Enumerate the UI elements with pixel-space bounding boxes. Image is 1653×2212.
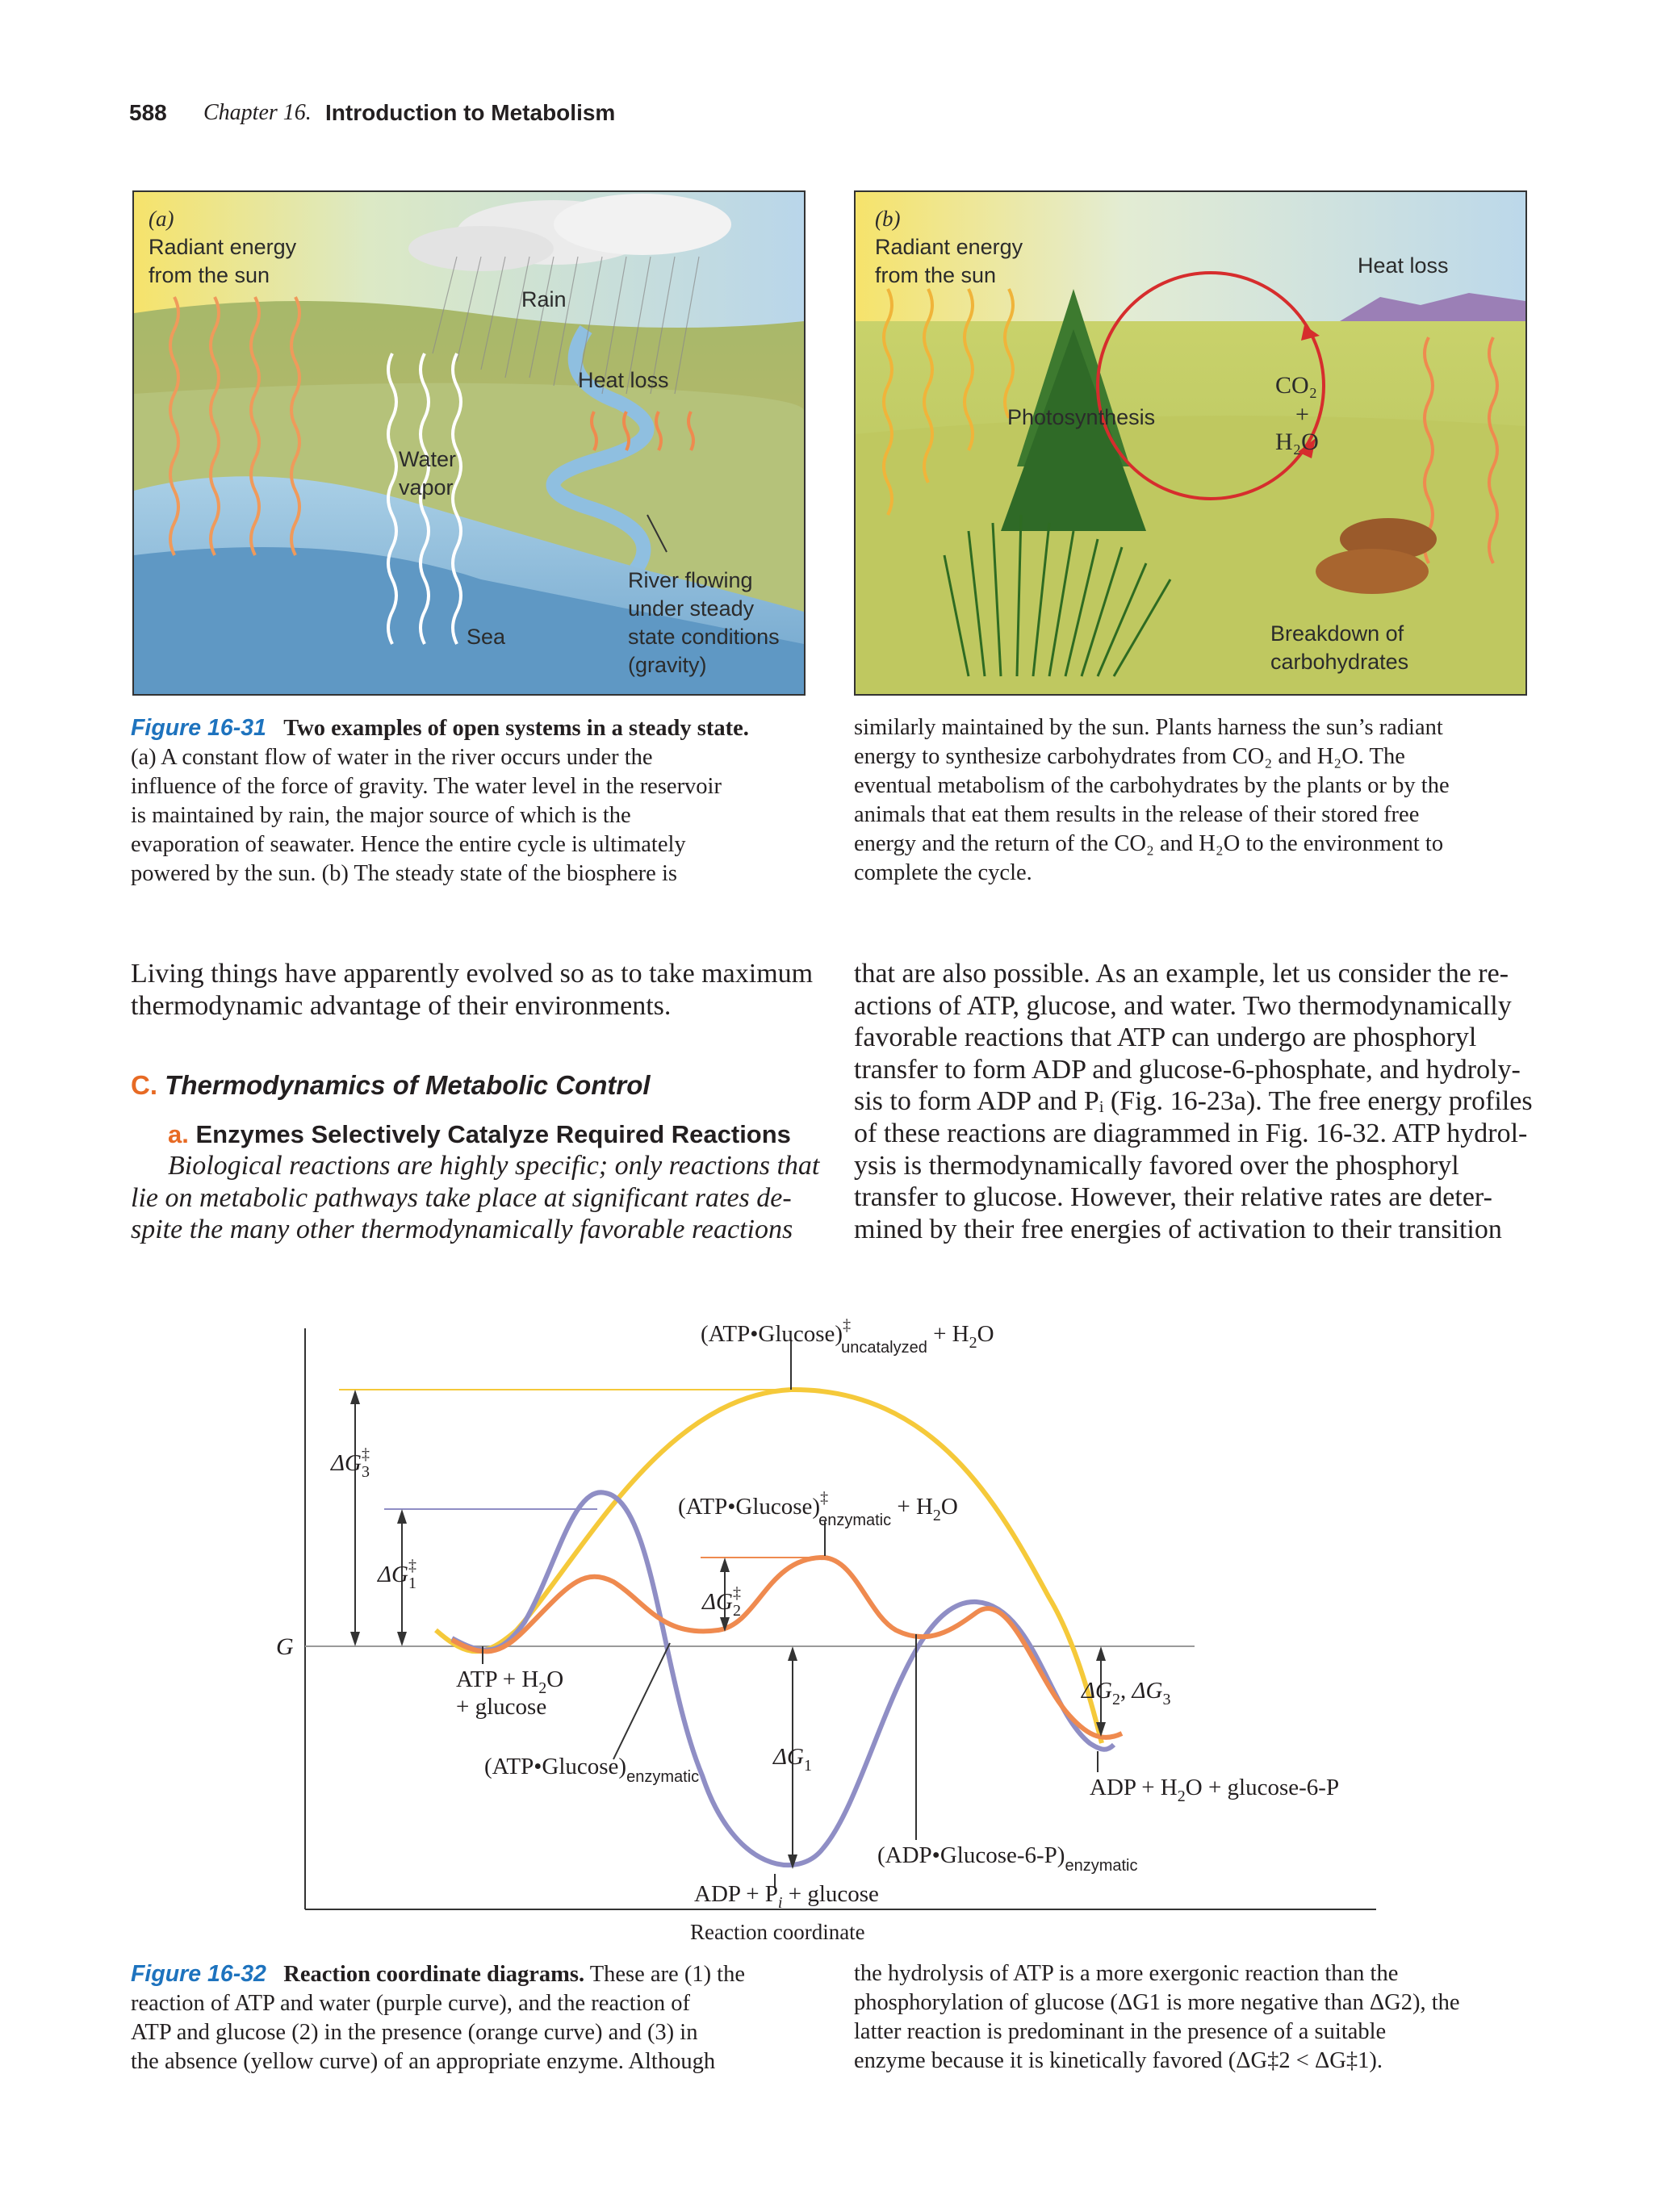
caption-line: enzyme because it is kinetically favored (ΔG‡2 < ΔG‡1). bbox=[854, 2048, 1383, 2073]
ts-enzymatic-label: (ATP•Glucose)‡ enzymatic + $H_2O$ bbox=[678, 1489, 958, 1529]
caption-line: is maintained by rain, the major source of which is the bbox=[131, 803, 631, 828]
river-label-3: state conditions bbox=[628, 625, 780, 649]
body-left-intro bbox=[131, 958, 814, 1022]
dG2-dG3-label: $\Delta G_2$, $\Delta G_3$ bbox=[1082, 1678, 1171, 1708]
dG1-ts-label: ΔG‡ 1 bbox=[378, 1557, 416, 1592]
dG3-ts-label: ΔG‡ 3 bbox=[331, 1445, 370, 1481]
section-heading bbox=[131, 1070, 651, 1101]
page-number: 588 bbox=[129, 100, 167, 125]
caption-line: eventual metabolism of the carbohydrates by the plants or by the bbox=[854, 773, 1450, 798]
chapter-title: Introduction to Metabolism bbox=[325, 100, 616, 125]
caption-line: similarly maintained by the sun. Plants harness the sun’s radiant bbox=[854, 715, 1443, 740]
body-line: favorable reactions that ATP can undergo are phosphoryl bbox=[854, 1022, 1477, 1053]
body-line: sis to form ADP and Pᵢ (Fig. 16-23a). The free energy profiles bbox=[854, 1086, 1533, 1117]
caption-line: latter reaction is predominant in the presence of a suitable bbox=[854, 2019, 1387, 2044]
body-line: Living things have apparently evolved so as to take maximum bbox=[131, 959, 814, 989]
body-line: transfer to form ADP and glucose-6-phosphate, and hydroly- bbox=[854, 1054, 1521, 1085]
caption-line: the absence (yellow curve) of an appropriate enzyme. Although bbox=[131, 2049, 716, 2074]
complex-adp-label: $(ADP•Glucose-6-P)_{enzymatic}$ bbox=[877, 1842, 1138, 1875]
section-letter: C. bbox=[131, 1070, 157, 1100]
caption-line: powered by the sun. (b) The steady state of the biosphere is bbox=[131, 861, 677, 886]
body-line: lie on metabolic pathways take place at significant rates de- bbox=[131, 1182, 792, 1213]
caption-line: (a) A constant flow of water in the river occurs under the bbox=[131, 745, 653, 770]
body-line: that are also possible. As an example, let us consider the re- bbox=[854, 959, 1509, 989]
breakdown-label-1: Breakdown of bbox=[1270, 621, 1404, 646]
body-line: mined by their free energies of activation to their transition bbox=[854, 1214, 1502, 1244]
panel-a-from-sun-label: from the sun bbox=[149, 263, 270, 287]
figure-16-32-caption-left bbox=[131, 1959, 806, 2076]
panel-b-heat-loss-label: Heat loss bbox=[1358, 253, 1449, 278]
arrowhead bbox=[397, 1509, 407, 1524]
figure-16-31-caption-left bbox=[131, 713, 801, 889]
figure-16-31a-illustration bbox=[132, 190, 806, 696]
sea-label: Sea bbox=[467, 625, 506, 649]
panel-b-radiant-energy-label: Radiant energy bbox=[875, 235, 1023, 259]
products-glc6p-label: ADP + $H_2O + glucose-6-P$ bbox=[1090, 1775, 1340, 1805]
figure-16-32-caption-right bbox=[854, 1959, 1524, 2076]
panel-a-radiant-energy-label: Radiant energy bbox=[149, 235, 297, 259]
section-title: Thermodynamics of Metabolic Control bbox=[165, 1070, 651, 1100]
caption-line: energy to synthesize carbohydrates from CO₂ and H₂O. The bbox=[854, 744, 1405, 769]
caption-line: These are (1) the bbox=[589, 1962, 745, 1987]
arrowhead bbox=[350, 1632, 360, 1646]
body-line: thermodynamic advantage of their environments. bbox=[131, 990, 672, 1021]
caption-line: influence of the force of gravity. The water level in the reservoir bbox=[131, 774, 722, 799]
reaction-coordinate-diagram bbox=[0, 1291, 1653, 1953]
g-axis-label: G bbox=[276, 1633, 294, 1660]
panel-b-from-sun-label: from the sun bbox=[875, 263, 997, 287]
body-line: spite the many other thermodynamically favorable reactions bbox=[131, 1215, 793, 1245]
reactants-label-1: ATP + $H_2O$ bbox=[456, 1666, 564, 1697]
figure-16-31-caption-right bbox=[854, 713, 1524, 888]
panel-b-letter: (b) bbox=[875, 207, 901, 231]
caption-line: complete the cycle. bbox=[854, 860, 1032, 885]
products-pi-label: ADP + $P_i + glucose$ bbox=[694, 1881, 879, 1912]
arrowhead bbox=[720, 1558, 730, 1572]
figure-16-31b-illustration bbox=[854, 190, 1527, 696]
subsection-heading bbox=[168, 1120, 791, 1149]
caption-line: the hydrolysis of ATP is a more exergonic reaction than the bbox=[854, 1961, 1399, 1986]
caption-line: evaporation of seawater. Hence the entire cycle is ultimately bbox=[131, 832, 686, 857]
chapter-label: Chapter 16. bbox=[203, 100, 312, 125]
dG2-ts-label: ΔG‡ 2 bbox=[702, 1584, 741, 1620]
caption-line: animals that eat them results in the release of their stored free bbox=[854, 802, 1420, 827]
reactants-label-2: + glucose bbox=[456, 1694, 547, 1720]
body-line: transfer to glucose. However, their relative rates are deter- bbox=[854, 1182, 1492, 1213]
arrowhead bbox=[397, 1632, 407, 1646]
ts-uncatalyzed-label: (ATP•Glucose)‡ uncatalyzed + $H_2O$ bbox=[701, 1316, 994, 1357]
plus-label: + bbox=[1295, 401, 1309, 428]
caption-line: ATP and glucose (2) in the presence (orange curve) and (3) in bbox=[131, 2020, 698, 2045]
river-label-1: River flowing bbox=[628, 568, 753, 592]
rain-label: Rain bbox=[521, 287, 567, 312]
body-line: actions of ATP, glucose, and water. Two thermodynamically bbox=[854, 990, 1512, 1021]
panel-a-letter: (a) bbox=[149, 207, 174, 231]
x-axis-label: Reaction coordinate bbox=[690, 1920, 865, 1944]
caption-line: phosphorylation of glucose (ΔG1 is more negative than ΔG2), the bbox=[854, 1990, 1460, 2015]
river-label-2: under steady bbox=[628, 596, 755, 621]
figure-16-32-label: Figure 16-32 bbox=[131, 1961, 266, 1987]
figure-16-31-label: Figure 16-31 bbox=[131, 715, 266, 741]
caption-line: reaction of ATP and water (purple curve), and the reaction of bbox=[131, 1991, 690, 2016]
body-line: ysis is thermodynamically favored over the phosphoryl bbox=[854, 1150, 1459, 1181]
body-line: Biological reactions are highly specific; only reactions that bbox=[168, 1151, 820, 1181]
body-left-italic bbox=[131, 1150, 820, 1246]
dG1-label: $\Delta G_1$ bbox=[773, 1744, 812, 1775]
breakdown-label-2: carbohydrates bbox=[1270, 650, 1409, 674]
complex-enz-label: $(ATP•Glucose)_{enzymatic}$ bbox=[484, 1754, 700, 1786]
river-label-4: (gravity) bbox=[628, 653, 707, 677]
figure-16-31-title: Two examples of open systems in a steady state. bbox=[283, 716, 749, 741]
caption-line: energy and the return of the CO₂ and H₂O to the environment to bbox=[854, 831, 1444, 856]
co2-label: CO₂ bbox=[1275, 372, 1318, 399]
water-vapor-label-2: vapor bbox=[399, 475, 454, 500]
figure-16-32-title: Reaction coordinate diagrams. bbox=[283, 1962, 585, 1987]
photosynthesis-label: Photosynthesis bbox=[1007, 405, 1156, 429]
panel-a-heat-loss-label: Heat loss bbox=[578, 368, 669, 392]
arrowhead bbox=[788, 1646, 797, 1661]
water-vapor-label-1: Water bbox=[399, 447, 457, 471]
arrowhead bbox=[350, 1390, 360, 1404]
body-right bbox=[854, 958, 1533, 1245]
subsection-title: Enzymes Selectively Catalyze Required Reactions bbox=[195, 1120, 791, 1148]
body-line: of these reactions are diagrammed in Fig. 16-32. ATP hydrol- bbox=[854, 1118, 1528, 1148]
subsection-letter: a. bbox=[168, 1120, 189, 1148]
h2o-label: H₂O bbox=[1275, 429, 1319, 455]
leader-atp-glucose-complex bbox=[613, 1643, 670, 1759]
arrowhead bbox=[1096, 1646, 1106, 1661]
